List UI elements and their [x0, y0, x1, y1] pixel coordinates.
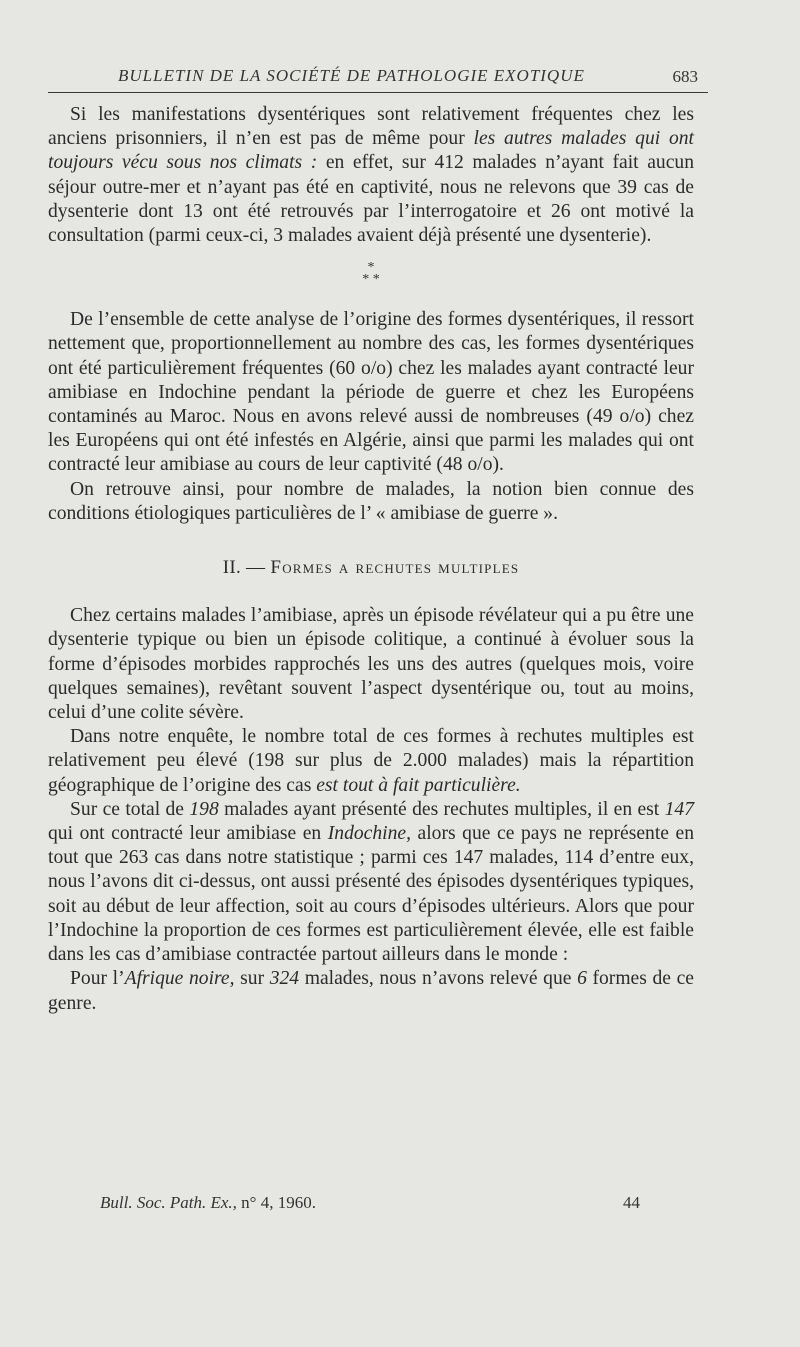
emphasis: 198 — [189, 798, 219, 820]
signature-folio: 44 — [623, 1193, 640, 1212]
emphasis: 147 — [664, 798, 694, 820]
section-title: Formes a rechutes multiples — [270, 557, 520, 579]
paragraph-3: On retrouve ainsi, pour nombre de malades, la notion bien connue des conditions étiologiques particulières de l’ « amibiase de guerre ». — [48, 478, 694, 524]
paragraph-2: De l’ensemble de cette analyse de l’origine des formes dysentériques, il ressort nettement que, proportionnellement au nombre des cas, les formes dysentériques ont été particulièrement fréquentes (60 o/o) chez les malades ayant contracté leur amibiase en Indochine pendant la période de guerre et chez les Européens contaminés au Maroc. Nous en avons relevé aussi de nombreuses (49 o/o) chez les Européens qui ont été infestés en Algérie, ainsi que parmi les malades qui ont contracté leur amibiase au cours de leur captivité (48 o/o). — [48, 309, 694, 476]
running-header — [48, 60, 708, 93]
emphasis: les autres malades qui ont toujours vécu sous nos climats : — [48, 128, 694, 174]
paragraph-5: Dans notre enquête, le nombre total de ces formes à rechutes multiples est relativement peu élevé (198 sur plus de 2.000 malades) mais la répartition géographique de l’origine des cas est tout à fait particulière. — [48, 726, 694, 796]
page-number: 683 — [672, 67, 698, 86]
asterism: * * * — [362, 260, 380, 288]
paragraph-1: Si les manifestations dysentériques sont relativement fréquentes chez les anciens prisonniers, il n’en est pas de même pour les autres malades qui ont toujours vécu sous nos climats : en effet, sur 412 malades n’ayant fait aucun séjour outre-mer et n’ayant pas été en captivité, nous ne relevons que 39 cas de dysenterie dont 13 ont été retrouvés par l’interrogatoire et 26 ont motivé la consultation (parmi ceux-ci, 3 malades avaient déjà présenté une dysenterie). — [48, 104, 694, 247]
emphasis: est tout à fait particulière. — [316, 774, 521, 796]
paragraph-4: Chez certains malades l’amibiase, après un épisode révélateur qui a pu être une dysenterie typique ou bien un épisode colitique, a continué à évoluer sous la forme d’épisodes morbides rapprochés les uns des autres (quelques mois, voire quelques semaines), revêtant souvent l’aspect dysentérique ou, tout au moins, celui d’une colite sévère. — [48, 605, 694, 724]
article-body — [48, 103, 694, 1016]
section-number: II. — — [222, 557, 271, 579]
section-heading — [48, 556, 694, 580]
journal-citation: Bull. Soc. Path. Ex., — [100, 1193, 237, 1212]
paragraph-7: Pour l’Afrique noire, sur 324 malades, nous n’avons relevé que 6 formes de ce genre. — [48, 968, 694, 1014]
emphasis: Indochine, — [327, 823, 411, 845]
journal-issue: n° 4, 1960. — [236, 1193, 316, 1212]
emphasis: Afrique noire, — [124, 968, 235, 990]
running-title: BULLETIN DE LA SOCIÉTÉ DE PATHOLOGIE EXOTIQUE — [118, 66, 585, 85]
emphasis: 6 — [577, 968, 587, 990]
paragraph-6: Sur ce total de 198 malades ayant présenté des rechutes multiples, il en est 147 qui ont contracté leur amibiase en Indochine, alors que ce pays ne représente en tout que 263 cas dans notre statistique ; parmi ces 147 malades, 114 d’entre eux, nous l’avons dit ci-dessus, ont aussi présenté des épisodes dysentériques typiques, soit au début de leur affection, soit au cours d’épisodes ultérieurs. Alors que pour l’Indochine la proportion de ces formes est particulièrement élevée, elle est faible dans les cas d’amibiase contractée partout ailleurs dans le monde : — [48, 798, 694, 966]
page-footer — [100, 1193, 660, 1213]
emphasis: 324 — [269, 968, 300, 990]
